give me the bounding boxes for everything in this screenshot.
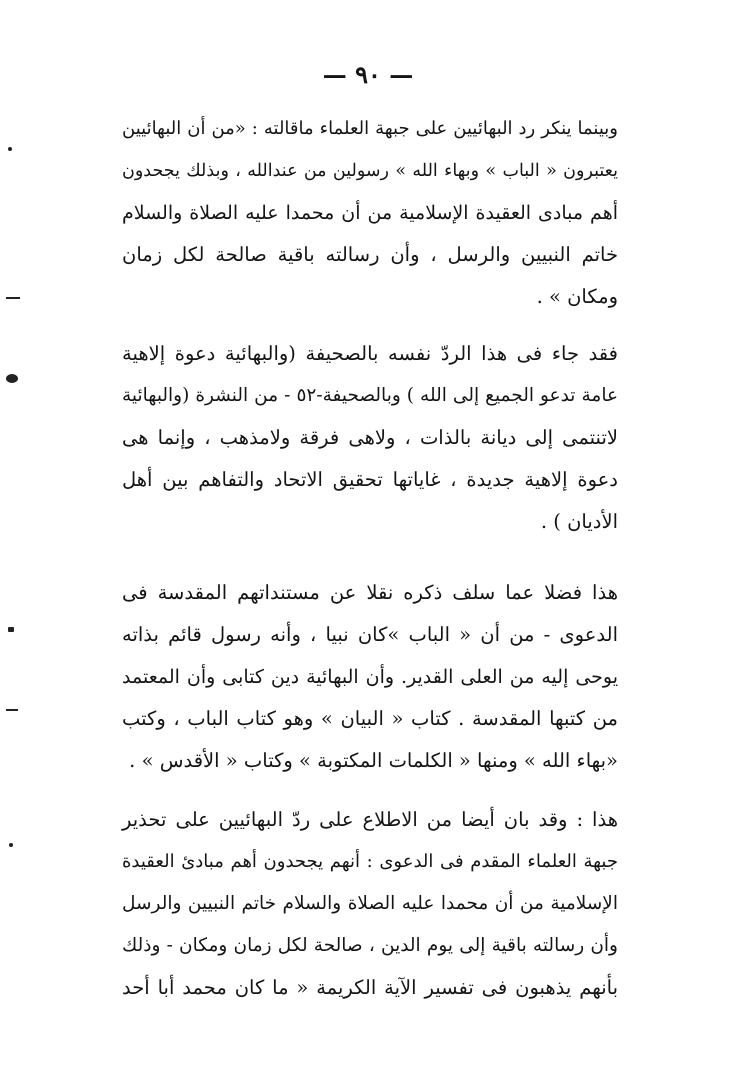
text-line: الأديان ) .	[540, 510, 618, 533]
margin-speck	[6, 709, 18, 711]
text-line: جبهة العلماء المقدم فى الدعوى : أنهم يجحدون أهم مبادئ العقيدة	[122, 851, 618, 872]
text-line: الدعوى - من أن « الباب »كان نبيا ، وأنه رسول قائم بذاته	[122, 623, 618, 646]
margin-speck	[8, 147, 12, 151]
margin-speck	[6, 297, 20, 299]
text-line: فقد جاء فى هذا الردّ نفسه بالصحيفة (والبهائية دعوة إلاهية	[122, 342, 618, 365]
text-line: من كتبها المقدسة . كتاب « البيان » وهو كتاب الباب ، وكتب	[122, 707, 618, 730]
paragraph-2	[122, 333, 618, 543]
text-line: يعتبرون « الباب » وبهاء الله » رسولين من عندالله ، وبذلك يجحدون	[122, 161, 618, 181]
text-line: ومكان » .	[536, 285, 618, 308]
text-line: هذا فضلا عما سلف ذكره نقلا عن مستنداتهم المقدسة فى	[122, 581, 618, 604]
page-number: — ٩٠ —	[322, 60, 414, 89]
paragraph-4	[122, 799, 618, 1009]
text-line: هذا : وقد بان أيضا من الاطلاع على ردّ البهائيين على تحذير	[122, 808, 618, 831]
text-line: خاتم النبيين والرسل ، وأن رسالته باقية صالحة لكل زمان	[122, 243, 618, 266]
text-line: وبينما ينكر رد البهائيين على جبهة العلماء ماقالته : «من أن البهائيين	[122, 118, 618, 139]
text-line: بأنهم يذهبون فى تفسير الآية الكريمة « ما كان محمد أبا أحد	[122, 976, 618, 999]
paragraph-3	[122, 572, 618, 782]
text-line: أهم مبادى العقيدة الإسلامية من أن محمدا عليه الصلاة والسلام	[122, 202, 618, 224]
text-line: دعوة إلاهية جديدة ، غاياتها تحقيق الاتحاد والتفاهم بين أهل	[122, 468, 618, 491]
text-line: لاتنتمى إلى ديانة بالذات ، ولاهى فرقة ولامذهب ، وإنما هى	[122, 426, 618, 449]
margin-speck	[6, 374, 18, 383]
text-line: «بهاء الله » ومنها « الكلمات المكتوبة » وكتاب « الأقدس » .	[129, 749, 618, 772]
margin-speck	[8, 627, 14, 632]
text-line: يوحى إليه من العلى القدير. وأن البهائية دين كتابى وأن المعتمد	[122, 666, 618, 688]
text-line: وأن رسالته باقية إلى يوم الدين ، صالحة لكل زمان ومكان - وذلك	[122, 935, 618, 956]
paragraph-1	[122, 108, 618, 318]
text-line: الإسلامية من أن محمدا عليه الصلاة والسلام خاتم النبيين والرسل	[122, 893, 618, 914]
text-line: عامة تدعو الجميع إلى الله ) وبالصحيفة-٥٢ - من النشرة (والبهائية	[122, 385, 618, 406]
margin-speck	[9, 843, 13, 847]
